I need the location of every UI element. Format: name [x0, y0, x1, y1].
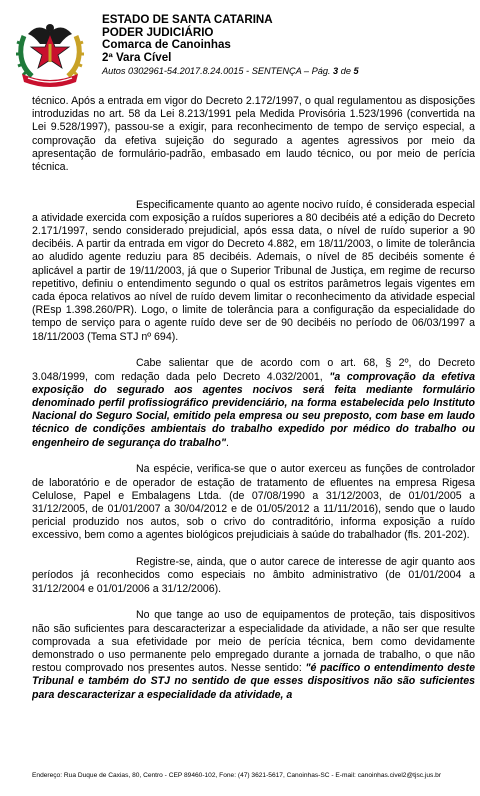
paragraph-noise-agent: Especificamente quanto ao agente nocivo ruído, é considerada especial a atividade exercida com exposição a ruídos superiores a 80 decibéis até a edição do Decreto 2.171/1997, sendo considerado prejudicial, após essa data, o nível de ruído superior a 90 decibéis. A partir da entrada em vigor do Decreto 4.882, em 18/11/2003, o limite de tolerância ao aludido agente reduziu para 85 decibéis. Ademais, o nível de 85 decibéis somente é aplicável a partir de 19/11/2003, já que o Superior Tribunal de Justiça, em regime de recurso repetitivo, definiu o entendimento segundo o qual os estritos parâmetros legais vigentes em cada época relativos ao nível de ruído devem limitar o reconhecimento da atividade especial (REsp 1.398.260/PR). Logo, o limite de tolerância para a configuração da especialidade do tempo de serviço para o agente ruído deve ser de 90 decibéis no período de 06/03/1997 a 18/11/2003 (Tema STJ nº 694). [32, 198, 475, 343]
paragraph-continuation: técnico. Após a entrada em vigor do Decreto 2.172/1997, o qual regulamentou as disposições introduzidas no art. 58 da Lei 8.213/1991 pela Medida Provisória 1.523/1996 (convertida na Lei 9.528/1997), passou-se a exigir, para reconhecimento de tempo de serviço especial, a comprovação da efetiva sujeição do segurado a agentes agressivos por meio da apresentação de formulário-padrão, embasado em laudo técnico, ou por meio de perícia técnica. [32, 95, 475, 174]
court-identification [102, 14, 359, 78]
page-current: 3 [333, 66, 339, 76]
vara-name: 2ª Vara Cível [102, 50, 172, 64]
document-type: SENTENÇA [251, 66, 302, 76]
jurisprudence-quote: "é pacífico o entendimento deste Tribunal e também do STJ no sentido de que esses dispositivos não são suficientes para descaracterizar a especialidade da atividade, a [32, 662, 475, 701]
state-name: ESTADO DE SANTA CATARINA [102, 13, 273, 26]
paragraph-decree-citation [32, 357, 475, 449]
document-header [0, 0, 480, 96]
case-number: Autos 0302961-54.2017.8.24.0015 - [102, 66, 252, 76]
equipment-text: No que tange ao uso de equipamentos de proteção, tais dispositivos não são suficientes para descaracterizar a especialidade da atividade, a não ser que resulte comprovada a sua efetividade por meio de perícia técnica, bem como devidamente demonstrado o uso permanente pelo empregado durante a jornada de trabalho, o que não restou comprovado nos presentes autos. Nesse sentido: [32, 609, 475, 675]
document-body [32, 95, 475, 750]
decree-intro-text: Cabe salientar que de acordo com o art. 68, § 2º, do Decreto 3.048/1999, com redação dada pelo Decreto 4.032/2001, [32, 357, 475, 383]
decree-period: . [225, 436, 229, 449]
page-separator: de [338, 66, 354, 76]
page-label: – Pág. [301, 66, 334, 76]
document-footer-address: Endereço: Rua Duque de Caxias, 80, Centro - CEP 89460-102, Fone: (47) 3621-5617, Canoinhas-SC - E-mail: canoinhas.civel2@tjsc.jus.br [32, 772, 442, 779]
santa-catarina-coat-of-arms-icon [14, 14, 86, 90]
paragraph-interest-to-act: Registre-se, ainda, que o autor carece de interesse de agir quanto aos períodos já reconhecidos como especiais no âmbito administrativo (de 01/01/2004 a 31/12/2004 e 01/01/2006 a 31/12/2006). [32, 556, 475, 595]
page-total: 5 [353, 66, 359, 76]
decree-quote: "a comprovação da efetiva exposição do segurado aos agentes nocivos será feita mediante formulário denominado perfil profissiográfico previdenciário, na forma estabelecida pelo Instituto Nacional do Seguro Social, emitido pela empresa ou seu preposto, com base em laudo técnico de condições ambientais do trabalho expedido por médico do trabalho ou engenheiro de segurança do trabalho" [32, 370, 475, 449]
paragraph-case-facts: Na espécie, verifica-se que o autor exerceu as funções de controlador de laboratório e de operador de estação de tratamento de efluentes na empresa Rigesa Celulose, Papel e Embalagens Ltda. (de 07/08/1990 a 31/12/2003, de 01/01/2005 a 31/12/2005, de 01/01/2007 a 30/04/2012 e de 01/05/2012 a 11/11/2016), sendo que o laudo pericial produzido nos autos, sob o crivo do contraditório, informa exposição a ruído excessivo, bem como a agentes biológicos prejudiciais à saúde do trabalhador (fls. 201-202). [32, 463, 475, 542]
judicial-power: PODER JUDICIÁRIO [102, 25, 214, 39]
case-reference [102, 65, 359, 78]
paragraph-protective-equipment [32, 609, 475, 701]
paragraph-continuation-wrapper [32, 95, 475, 185]
comarca-name: Comarca de Canoinhas [102, 38, 231, 51]
